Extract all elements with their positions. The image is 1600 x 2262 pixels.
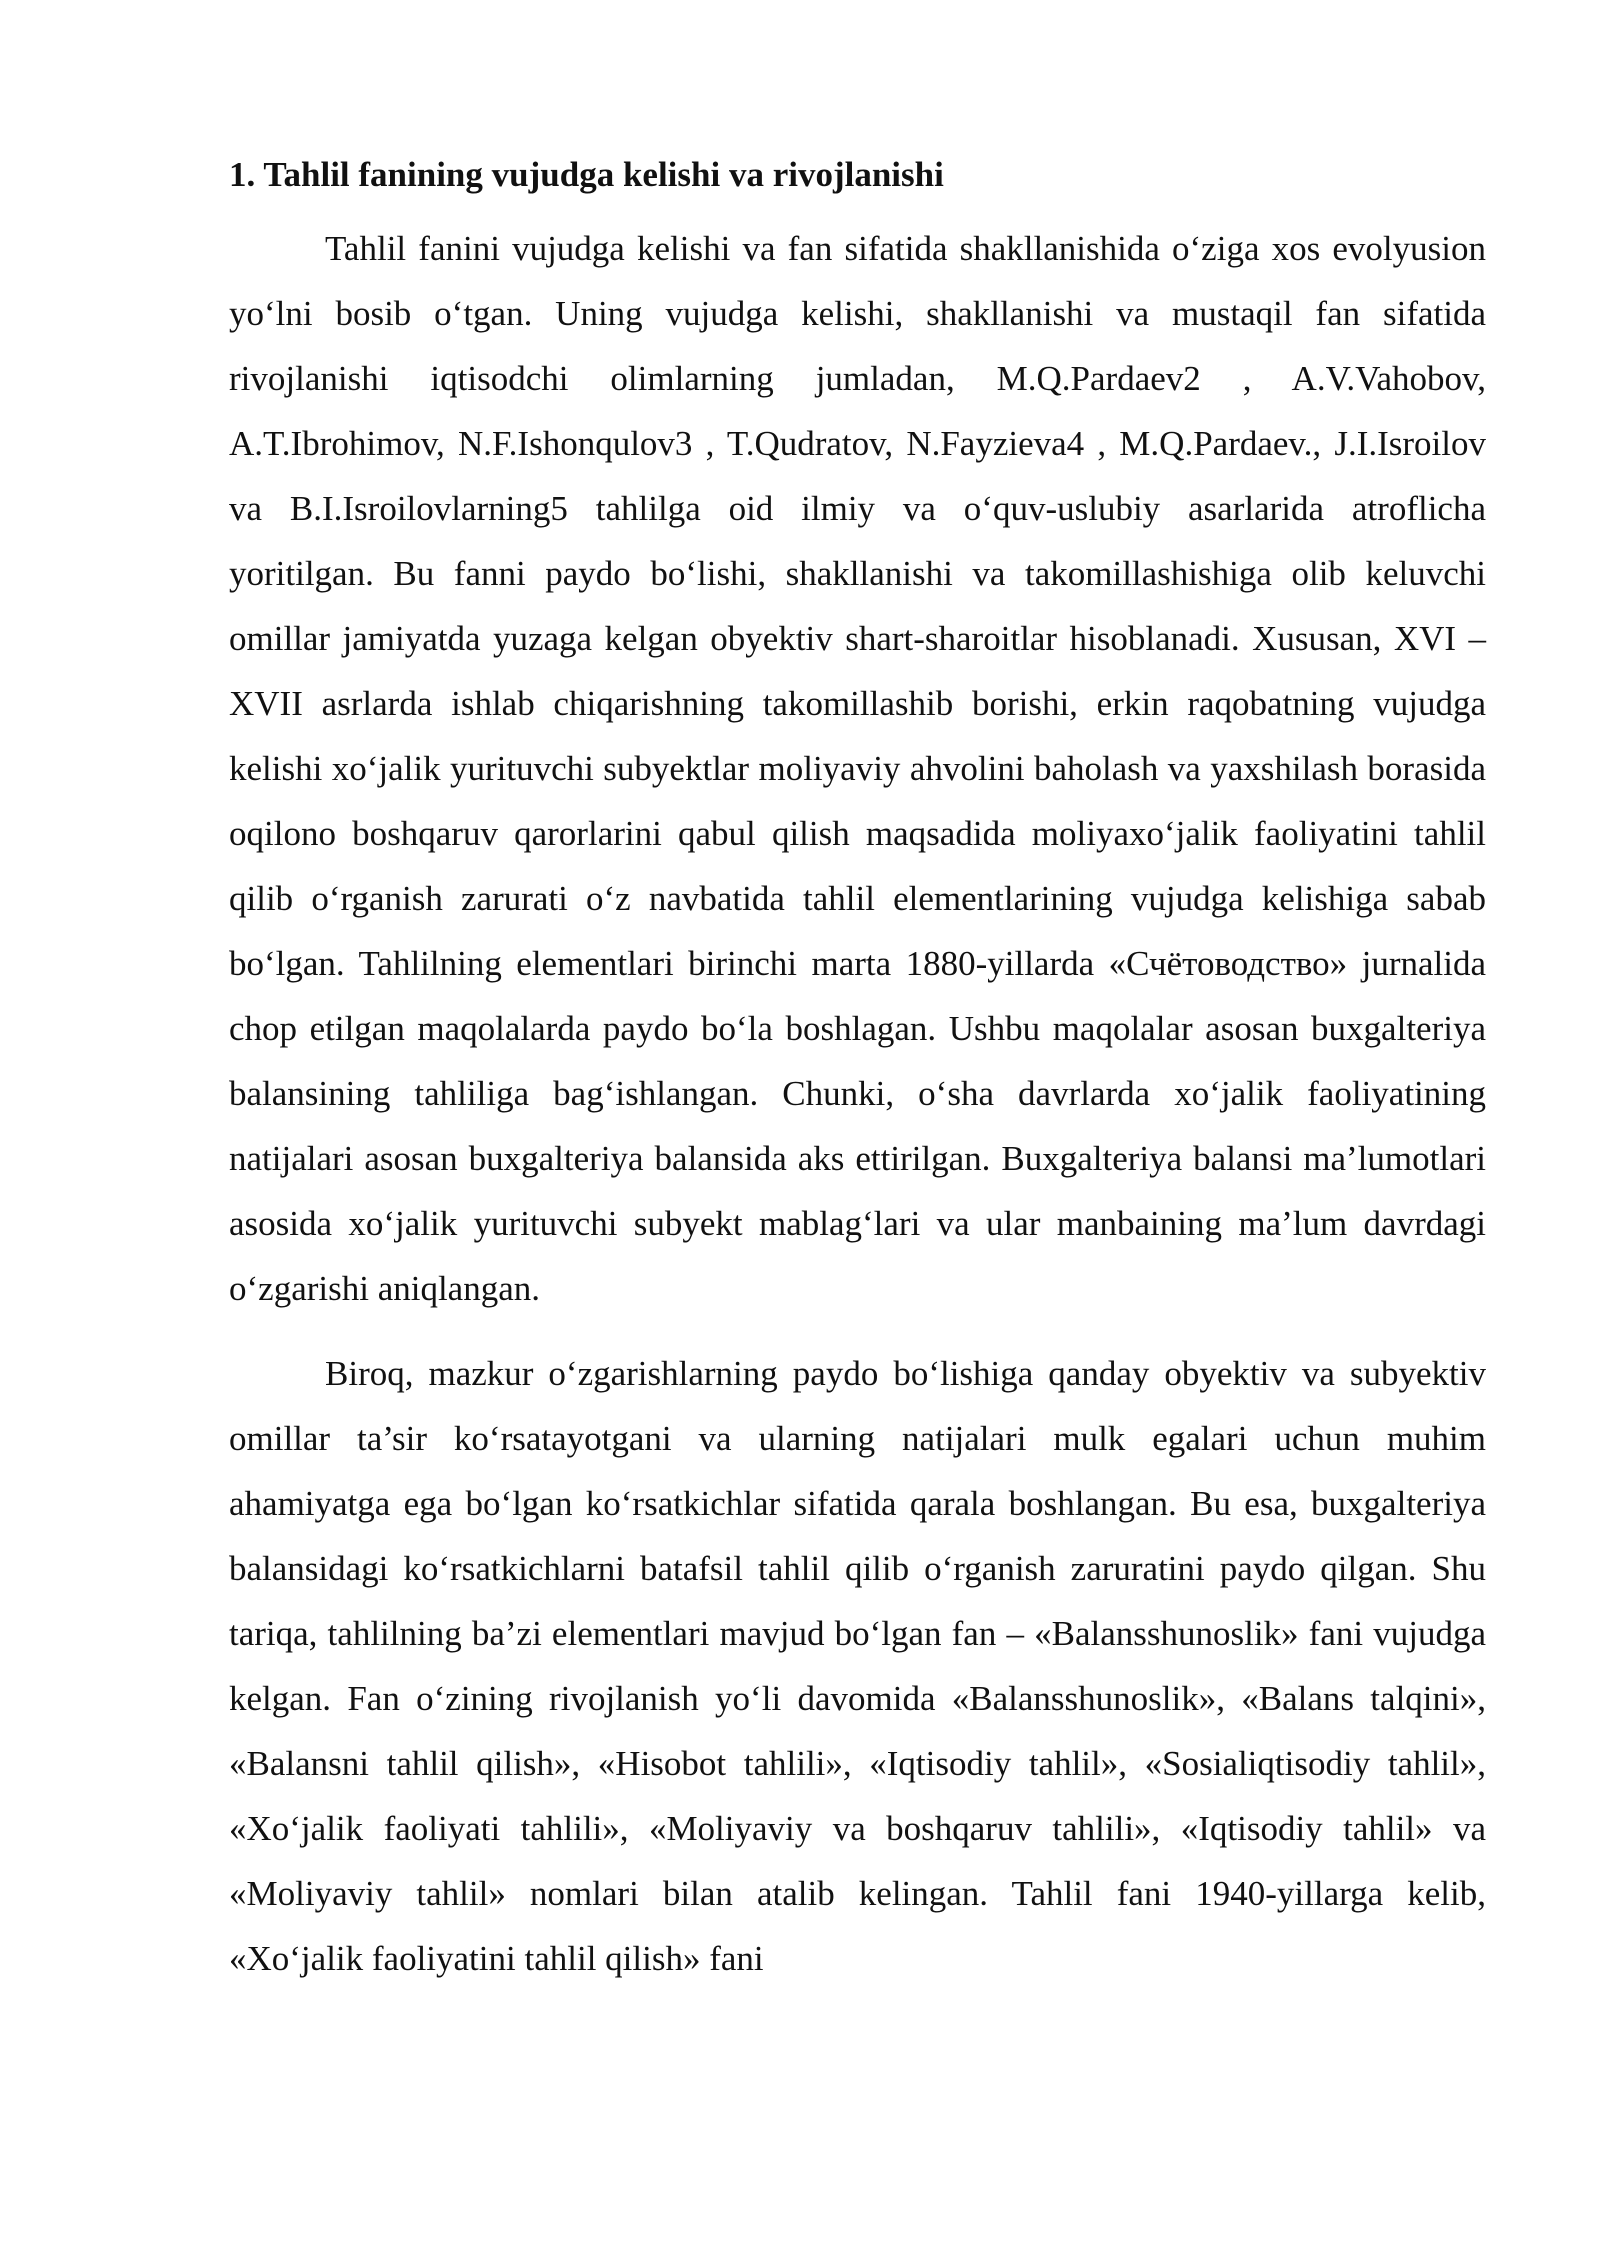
paragraph-1: Tahlil fanini vujudga kelishi va fan sifatida shakllanishida o‘ziga xos evolyusion yo‘lni bosib o‘tgan. Uning vujudga kelishi, shakllanishi va mustaqil fan sifatida rivojlanishi iqtisodchi olimlarning jumladan, M.Q.Pardaev2 , A.V.Vahobov, A.T.Ibrohimov, N.F.Ishonqulov3 , T.Qudratov, N.Fayzieva4 , M.Q.Pardaev., J.I.Isroilov va B.I.Isroilovlarning5 tahlilga oid ilmiy va o‘quv-uslubiy asarlarida atroflicha yoritilgan. Bu fanni paydo bo‘lishi, shakllanishi va takomillashishiga olib keluvchi omillar jamiyatda yuzaga kelgan obyektiv shart-sharoitlar hisoblanadi. Xususan, XVI – XVII asrlarda ishlab chiqarishning takomillashib borishi, erkin raqobatning vujudga kelishi xo‘jalik yurituvchi subyektlar moliyaviy ahvolini baholash va yaxshilash borasida oqilono boshqaruv qarorlarini qabul qilish maqsadida moliyaxo‘jalik faoliyatini tahlil qilib o‘rganish zarurati o‘z navbatida tahlil elementlarining vujudga kelishiga sabab bo‘lgan. Tahlilning elementlari birinchi marta 1880-yillarda «Счётоводство» jurnalida chop etilgan maqolalarda paydo bo‘la boshlagan. Ushbu maqolalar asosan buxgalteriya balansining tahliliga bag‘ishlangan. Chunki, o‘sha davrlarda xo‘jalik faoliyatining natijalari asosan buxgalteriya balansida aks ettirilgan. Buxgalteriya balansi ma’lumotlari asosida xo‘jalik yurituvchi subyekt mablag‘lari va ular manbaining ma’lum davrdagi o‘zgarishi aniqlangan.: [229, 229, 1486, 1308]
paragraph-2: Biroq, mazkur o‘zgarishlarning paydo bo‘lishiga qanday obyektiv va subyektiv omillar ta’sir ko‘rsatayotgani va ularning natijalari mulk egalari uchun muhim ahamiyatga ega bo‘lgan ko‘rsatkichlar sifatida qarala boshlangan. Bu esa, buxgalteriya balansidagi ko‘rsatkichlarni batafsil tahlil qilib o‘rganish zaruratini paydo qilgan. Shu tariqa, tahlilning ba’zi elementlari mavjud bo‘lgan fan – «Balansshunoslik» fani vujudga kelgan. Fan o‘zining rivojlanish yo‘li davomida «Balansshunoslik», «Balans talqini», «Balansni tahlil qilish», «Hisobot tahlili», «Iqtisodiy tahlil», «Sosialiqtisodiy tahlil», «Xo‘jalik faoliyati tahlili», «Moliyaviy va boshqaruv tahlili», «Iqtisodiy tahlil» va «Moliyaviy tahlil» nomlari bilan atalib kelingan. Tahlil fani 1940-yillarga kelib, «Xo‘jalik faoliyatini tahlil qilish» fani: [229, 1354, 1486, 1978]
document-body: [229, 150, 1486, 1991]
section-heading: 1. Tahlil fanining vujudga kelishi va rivojlanishi: [229, 155, 944, 194]
